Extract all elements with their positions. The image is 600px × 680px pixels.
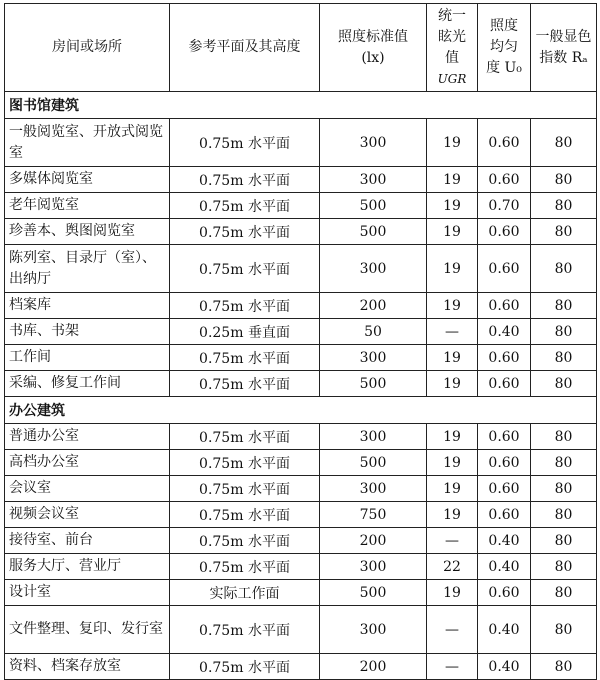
section-heading-row (5, 397, 597, 424)
cell-ugr: 19 (427, 219, 478, 245)
cell-reference-plane: 0.75m 水平面 (170, 606, 320, 654)
cell-room: 设计室 (5, 580, 170, 606)
table-row (5, 293, 597, 319)
cell-uniformity: 0.60 (478, 424, 531, 450)
cell-ra: 80 (531, 319, 597, 345)
cell-reference-plane: 0.75m 水平面 (170, 219, 320, 245)
table-row (5, 219, 597, 245)
table-row (5, 476, 597, 502)
cell-illuminance: 300 (320, 476, 427, 502)
cell-ra: 80 (531, 580, 597, 606)
cell-reference-plane: 实际工作面 (170, 580, 320, 606)
section-title: 图书馆建筑 (5, 92, 597, 119)
cell-ra: 80 (531, 554, 597, 580)
cell-ugr: 19 (427, 345, 478, 371)
cell-ra: 80 (531, 219, 597, 245)
cell-uniformity: 0.60 (478, 345, 531, 371)
cell-reference-plane: 0.75m 水平面 (170, 345, 320, 371)
cell-illuminance: 200 (320, 654, 427, 680)
cell-illuminance: 500 (320, 450, 427, 476)
cell-room: 工作间 (5, 345, 170, 371)
cell-reference-plane: 0.75m 水平面 (170, 554, 320, 580)
cell-uniformity: 0.60 (478, 119, 531, 167)
cell-room: 普通办公室 (5, 424, 170, 450)
cell-ra: 80 (531, 424, 597, 450)
cell-illuminance: 300 (320, 167, 427, 193)
cell-illuminance: 300 (320, 554, 427, 580)
cell-illuminance: 500 (320, 371, 427, 397)
cell-uniformity: 0.60 (478, 476, 531, 502)
cell-room: 书库、书架 (5, 319, 170, 345)
cell-room: 会议室 (5, 476, 170, 502)
header-row (5, 4, 597, 92)
cell-room: 老年阅览室 (5, 193, 170, 219)
cell-uniformity: 0.60 (478, 293, 531, 319)
cell-ra: 80 (531, 245, 597, 293)
cell-ra: 80 (531, 450, 597, 476)
cell-uniformity: 0.40 (478, 654, 531, 680)
table-row (5, 371, 597, 397)
cell-ugr: 19 (427, 476, 478, 502)
cell-ra: 80 (531, 119, 597, 167)
cell-room: 视频会议室 (5, 502, 170, 528)
cell-ugr: — (427, 528, 478, 554)
cell-uniformity: 0.60 (478, 580, 531, 606)
cell-reference-plane: 0.75m 水平面 (170, 654, 320, 680)
header-plane: 参考平面及其高度 (170, 4, 320, 92)
cell-ugr: 19 (427, 193, 478, 219)
cell-ra: 80 (531, 502, 597, 528)
cell-room: 档案库 (5, 293, 170, 319)
cell-illuminance: 300 (320, 119, 427, 167)
cell-room: 珍善本、舆图阅览室 (5, 219, 170, 245)
section-title: 办公建筑 (5, 397, 597, 424)
table-row (5, 424, 597, 450)
cell-reference-plane: 0.75m 水平面 (170, 245, 320, 293)
header-room: 房间或场所 (5, 4, 170, 92)
cell-ra: 80 (531, 476, 597, 502)
cell-reference-plane: 0.75m 水平面 (170, 424, 320, 450)
cell-room: 采编、修复工作间 (5, 371, 170, 397)
cell-illuminance: 500 (320, 219, 427, 245)
cell-ra: 80 (531, 345, 597, 371)
cell-uniformity: 0.60 (478, 371, 531, 397)
cell-room: 文件整理、复印、发行室 (5, 606, 170, 654)
table-row (5, 528, 597, 554)
cell-illuminance: 750 (320, 502, 427, 528)
cell-ugr: 19 (427, 293, 478, 319)
cell-uniformity: 0.60 (478, 450, 531, 476)
table-row (5, 580, 597, 606)
cell-ra: 80 (531, 293, 597, 319)
cell-ugr: 19 (427, 371, 478, 397)
cell-ugr: — (427, 319, 478, 345)
table-row (5, 245, 597, 293)
cell-uniformity: 0.40 (478, 528, 531, 554)
cell-illuminance: 300 (320, 606, 427, 654)
cell-uniformity: 0.60 (478, 219, 531, 245)
cell-illuminance: 300 (320, 424, 427, 450)
cell-room: 多媒体阅览室 (5, 167, 170, 193)
table-row (5, 167, 597, 193)
table-row (5, 119, 597, 167)
cell-uniformity: 0.40 (478, 606, 531, 654)
header-lux: 照度标准值 (lx) (320, 4, 427, 92)
cell-ra: 80 (531, 606, 597, 654)
cell-ugr: 19 (427, 580, 478, 606)
cell-ugr: 19 (427, 167, 478, 193)
illuminance-standards-table (4, 3, 597, 680)
cell-uniformity: 0.70 (478, 193, 531, 219)
section-heading-row (5, 92, 597, 119)
cell-reference-plane: 0.75m 水平面 (170, 502, 320, 528)
cell-illuminance: 200 (320, 528, 427, 554)
cell-room: 一般阅览室、开放式阅览室 (5, 119, 170, 167)
cell-reference-plane: 0.75m 水平面 (170, 119, 320, 167)
cell-illuminance: 200 (320, 293, 427, 319)
cell-illuminance: 500 (320, 193, 427, 219)
cell-ugr: — (427, 606, 478, 654)
cell-ugr: 19 (427, 450, 478, 476)
cell-ra: 80 (531, 193, 597, 219)
cell-room: 服务大厅、营业厅 (5, 554, 170, 580)
cell-ra: 80 (531, 528, 597, 554)
cell-reference-plane: 0.75m 水平面 (170, 371, 320, 397)
table-row (5, 554, 597, 580)
cell-uniformity: 0.60 (478, 502, 531, 528)
cell-uniformity: 0.40 (478, 554, 531, 580)
cell-ugr: — (427, 654, 478, 680)
cell-uniformity: 0.60 (478, 167, 531, 193)
cell-room: 资料、档案存放室 (5, 654, 170, 680)
header-ugr: 统一 眩光 值 UGR (427, 4, 478, 92)
cell-ugr: 22 (427, 554, 478, 580)
cell-ra: 80 (531, 167, 597, 193)
cell-reference-plane: 0.75m 水平面 (170, 476, 320, 502)
header-uniformity: 照度 均匀 度 U₀ (478, 4, 531, 92)
cell-reference-plane: 0.75m 水平面 (170, 528, 320, 554)
cell-reference-plane: 0.25m 垂直面 (170, 319, 320, 345)
cell-room: 高档办公室 (5, 450, 170, 476)
cell-ugr: 19 (427, 502, 478, 528)
cell-ugr: 19 (427, 119, 478, 167)
table-row (5, 319, 597, 345)
cell-ugr: 19 (427, 245, 478, 293)
table-row (5, 502, 597, 528)
cell-reference-plane: 0.75m 水平面 (170, 167, 320, 193)
cell-illuminance: 300 (320, 245, 427, 293)
table-row (5, 345, 597, 371)
table-row (5, 193, 597, 219)
cell-ra: 80 (531, 654, 597, 680)
cell-reference-plane: 0.75m 水平面 (170, 293, 320, 319)
table-row (5, 450, 597, 476)
cell-room: 陈列室、目录厅（室）、出纳厅 (5, 245, 170, 293)
table-row (5, 654, 597, 680)
cell-uniformity: 0.40 (478, 319, 531, 345)
cell-ra: 80 (531, 371, 597, 397)
cell-uniformity: 0.60 (478, 245, 531, 293)
cell-ugr: 19 (427, 424, 478, 450)
cell-illuminance: 500 (320, 580, 427, 606)
cell-reference-plane: 0.75m 水平面 (170, 193, 320, 219)
cell-illuminance: 50 (320, 319, 427, 345)
header-ra: 一般显色 指数 Rₐ (531, 4, 597, 92)
cell-reference-plane: 0.75m 水平面 (170, 450, 320, 476)
cell-illuminance: 300 (320, 345, 427, 371)
cell-room: 接待室、前台 (5, 528, 170, 554)
